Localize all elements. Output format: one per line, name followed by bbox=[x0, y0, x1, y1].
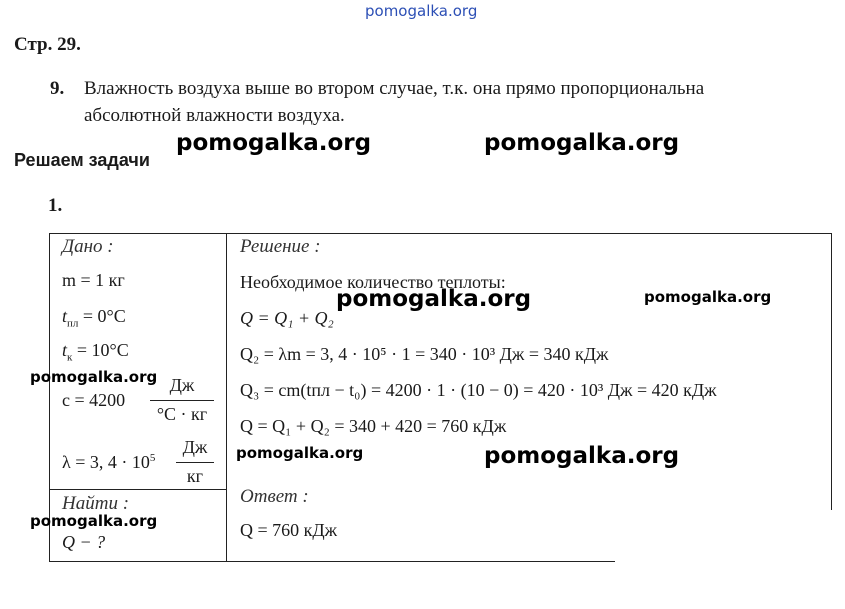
section-title: Решаем задачи bbox=[14, 150, 150, 170]
find-header: Найти : bbox=[62, 493, 130, 514]
given-latent-heat: λ = 3, $4 \cdot 10^5$ bbox=[62, 452, 156, 472]
find-item: Q − ? bbox=[62, 532, 106, 552]
watermark-top: pomogalka.org bbox=[365, 2, 478, 20]
watermark: pomogalka.org bbox=[176, 130, 372, 156]
latent-heat-fraction-bar bbox=[176, 462, 214, 463]
given-final-temp: $t_к = 10^\circ C$ bbox=[62, 340, 129, 364]
solution-intro: Необходимое количество теплоты: bbox=[240, 272, 506, 292]
watermark: pomogalka.org bbox=[336, 286, 532, 312]
watermark: pomogalka.org bbox=[484, 443, 680, 469]
given-specific-heat: c = 4200 bbox=[62, 390, 126, 410]
watermark: pomogalka.org bbox=[236, 444, 364, 462]
answer-header: Ответ : bbox=[240, 486, 309, 507]
given-mass: m = 1 кг bbox=[62, 270, 125, 290]
specific-heat-denominator: °C · кг bbox=[156, 404, 208, 424]
specific-heat-fraction-bar bbox=[150, 400, 214, 401]
watermark: pomogalka.org bbox=[484, 130, 680, 156]
latent-heat-numerator: Дж bbox=[182, 437, 208, 457]
formula-sum: Q = Q₁ + Q₂ = 340 + 420 = 760 кДж bbox=[240, 416, 507, 436]
formula-heating-heat: Q₃ = cm(tпл − t₀) = 4200 · 1 · (10 − 0) = 420 · 10³ Дж = 420 кДж bbox=[240, 380, 717, 400]
table-bottom-border bbox=[49, 561, 615, 562]
formula-melting-heat: Q₂ = λm = 3, 4 · 10⁵ · 1 = 340 · 10³ Дж = 340 кДж bbox=[240, 344, 609, 364]
question-answer-line-1: Влажность воздуха выше во втором случае, т.к. она прямо пропорциональна bbox=[84, 78, 705, 99]
watermark: pomogalka.org bbox=[30, 512, 158, 530]
formula-total-heat: Q = Q₁ + Q₂ bbox=[240, 308, 334, 328]
watermark: pomogalka.org bbox=[644, 288, 772, 306]
table-right-border bbox=[831, 233, 832, 510]
answer-value: Q = 760 кДж bbox=[240, 520, 338, 540]
given-header: Дано : bbox=[62, 236, 114, 257]
given-melting-temp: $t_{пл} = 0^\circ C$ bbox=[62, 306, 126, 330]
latent-heat-denominator: кг bbox=[186, 466, 204, 486]
table-top-border bbox=[49, 233, 832, 234]
page-label: Стр. 29. bbox=[14, 34, 81, 55]
watermark: pomogalka.org bbox=[30, 368, 158, 386]
solution-header: Решение : bbox=[240, 236, 321, 257]
given-find-divider bbox=[49, 489, 227, 490]
table-divider bbox=[226, 233, 227, 562]
task-number: 1. bbox=[48, 195, 63, 216]
specific-heat-numerator: Дж bbox=[169, 375, 195, 395]
question-number: 9. bbox=[50, 78, 65, 99]
question-answer-line-2: абсолютной влажности воздуха. bbox=[84, 105, 345, 126]
